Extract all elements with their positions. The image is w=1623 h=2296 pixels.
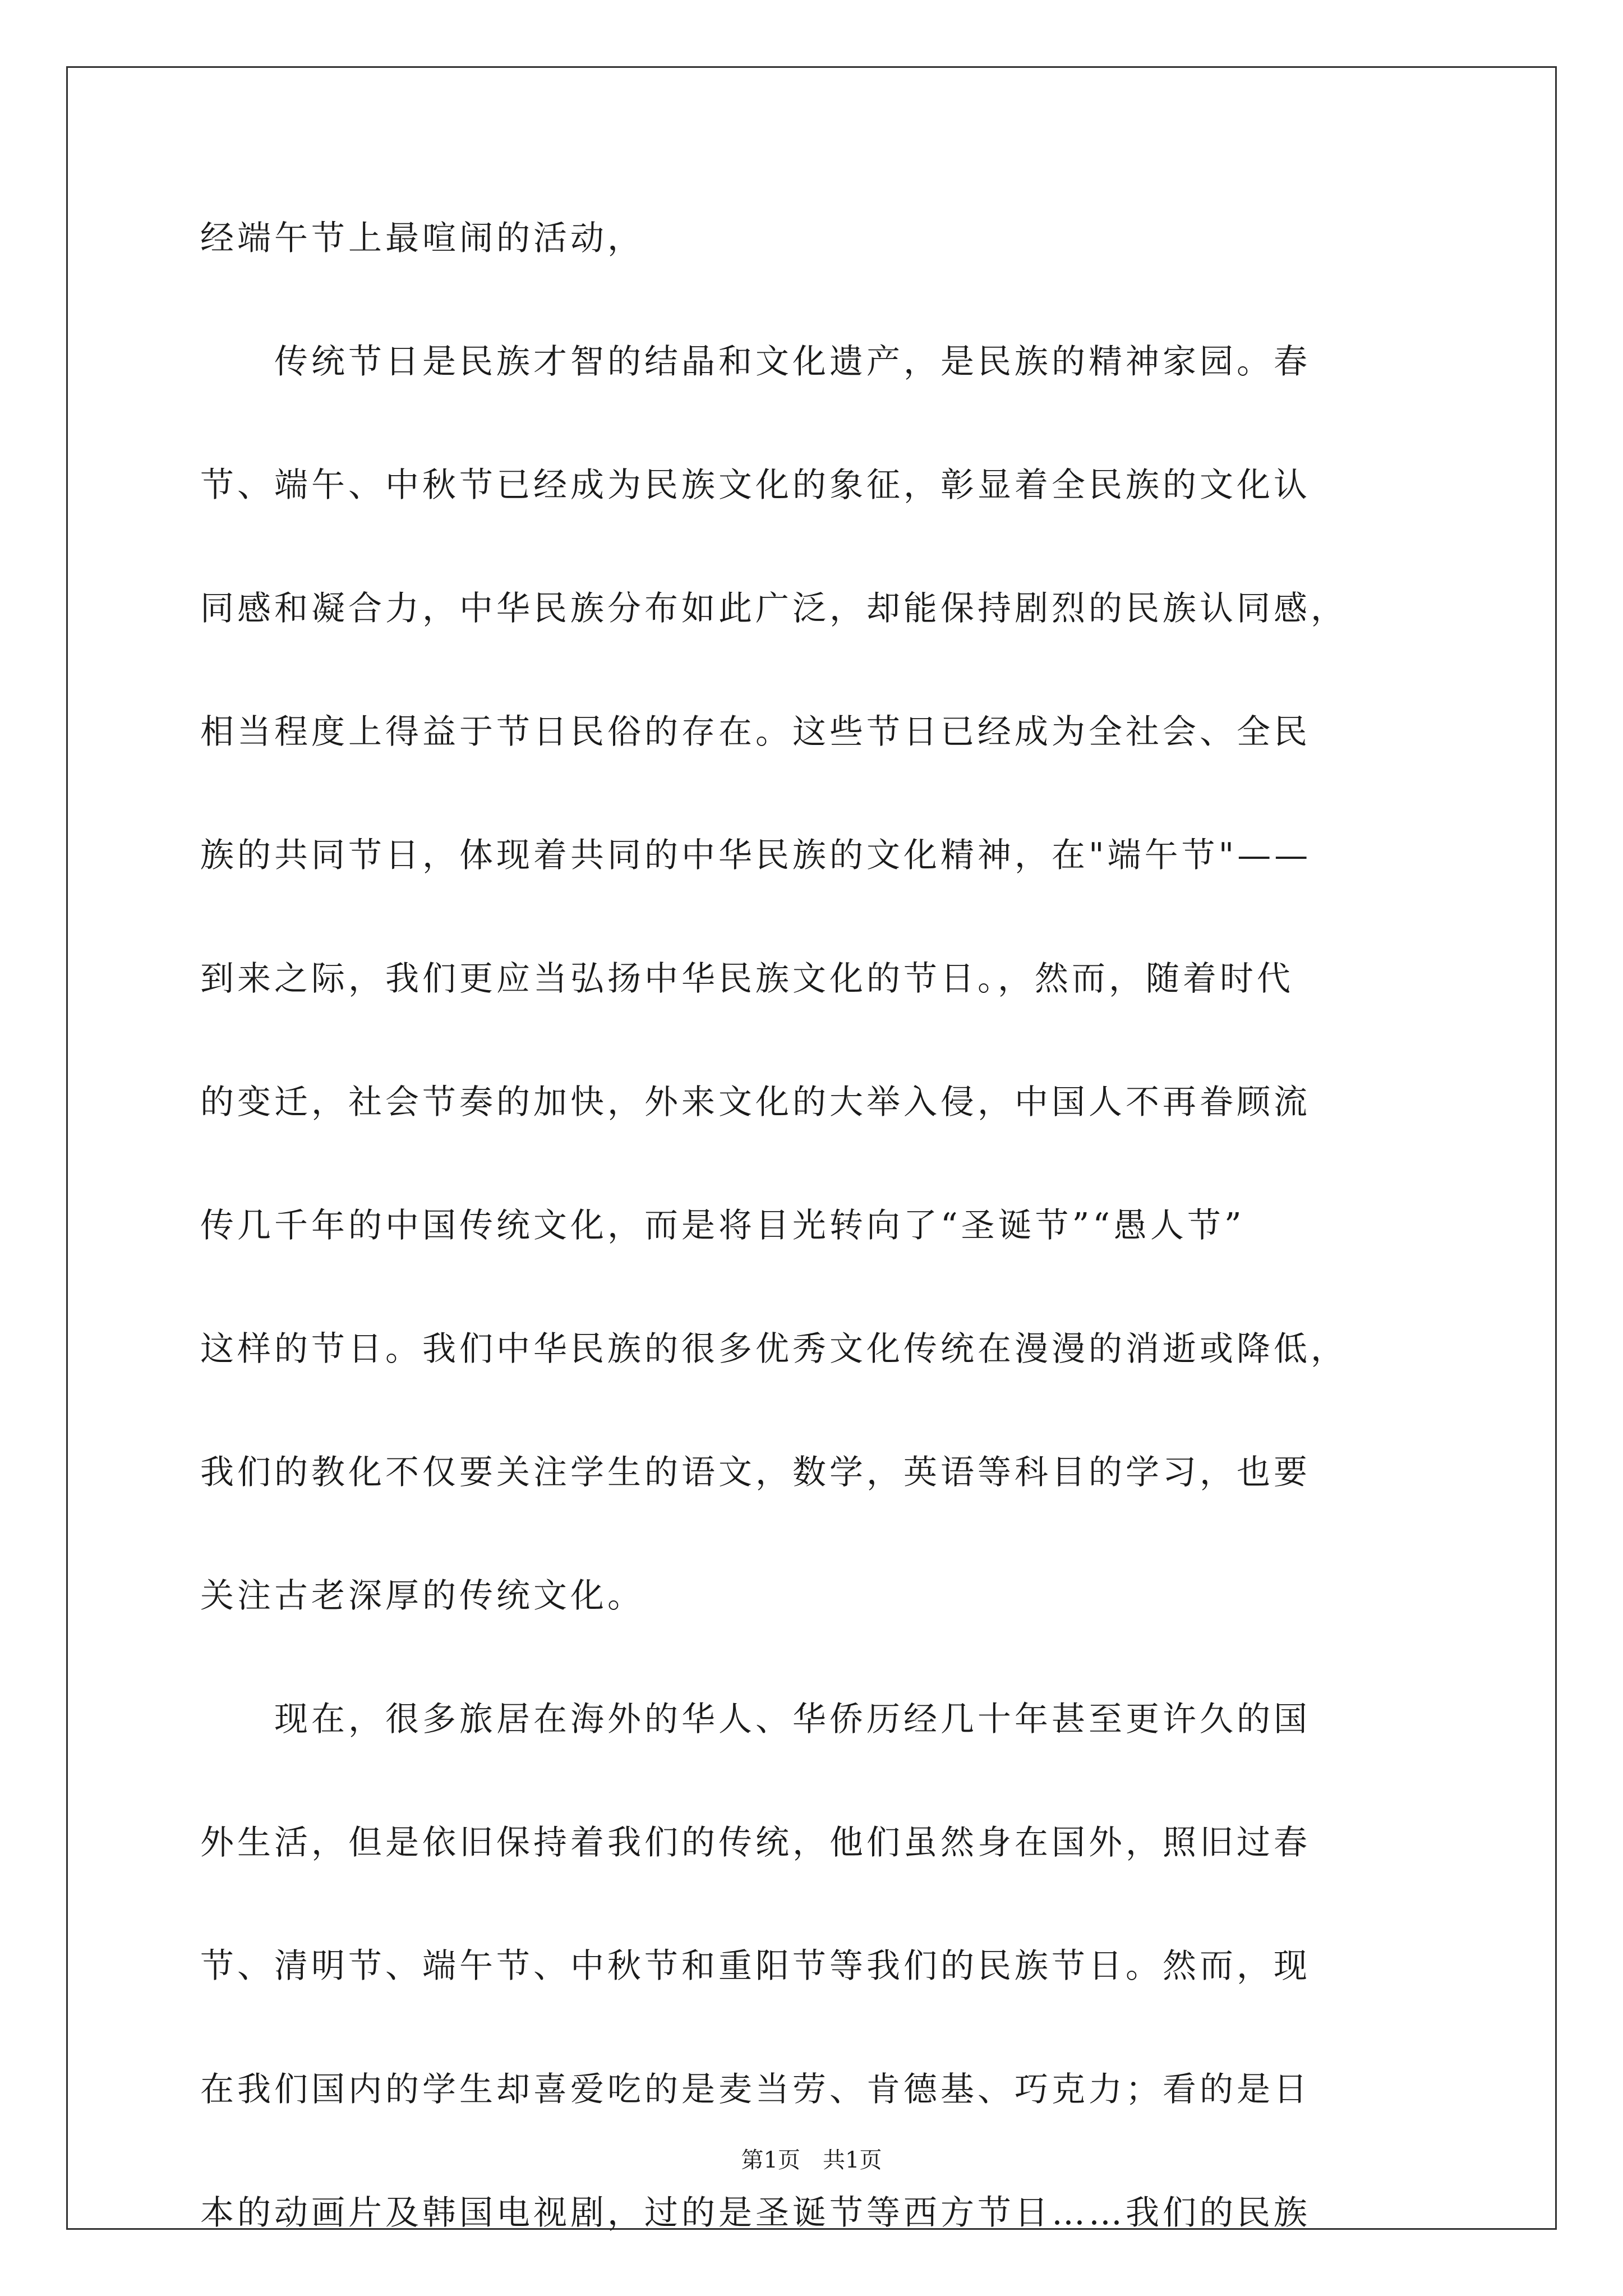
text-line: 现在，很多旅居在海外的华人、华侨历经几十年甚至更许久的国 <box>200 1700 1311 1739</box>
text-line: 的变迁，社会节奏的加快，外来文化的大举入侵，中国人不再眷顾流 <box>200 1083 1311 1122</box>
text-line: 节、端午、中秋节已经成为民族文化的象征，彰显着全民族的文化认 <box>200 466 1311 505</box>
text-line: 族的共同节日，体现着共同的中华民族的文化精神，在"端午节"—— <box>200 836 1312 875</box>
text-line: 同感和凝合力，中华民族分布如此广泛，却能保持剧烈的民族认同感， <box>200 589 1348 628</box>
text-line: 这样的节日。我们中华民族的很多优秀文化传统在漫漫的消逝或降低， <box>200 1329 1348 1369</box>
text-line: 我们的教化不仅要关注学生的语文，数学，英语等科目的学习，也要 <box>200 1453 1311 1492</box>
text-line: 相当程度上得益于节日民俗的存在。这些节日已经成为全社会、全民 <box>200 712 1311 752</box>
text-line: 节、清明节、端午节、中秋节和重阳节等我们的民族节日。然而，现 <box>200 1947 1311 1986</box>
page-border <box>66 66 1557 2233</box>
text-line: 关注古老深厚的传统文化。 <box>200 1576 644 1616</box>
text-line: 传几千年的中国传统文化，而是将目光转向了“圣诞节”“愚人节” <box>200 1206 1245 1245</box>
text-line: 到来之际，我们更应当弘扬中华民族文化的节日。，然而，随着时代 <box>200 959 1294 999</box>
text-line: 外生活，但是依旧保持着我们的传统，他们虽然身在国外，照旧过春 <box>200 1823 1311 1862</box>
page-number: 第1页 共1页 <box>741 2147 882 2173</box>
text-line: 在我们国内的学生却喜爱吃的是麦当劳、肯德基、巧克力；看的是日 <box>200 2070 1311 2109</box>
text-line: 传统节日是民族才智的结晶和文化遗产，是民族的精神家园。春 <box>200 342 1311 381</box>
text-line: 本的动画片及韩国电视剧，过的是圣诞节等西方节日……我们的民族 <box>200 2193 1311 2233</box>
text-line: 经端午节上最喧闹的活动， <box>200 219 644 258</box>
